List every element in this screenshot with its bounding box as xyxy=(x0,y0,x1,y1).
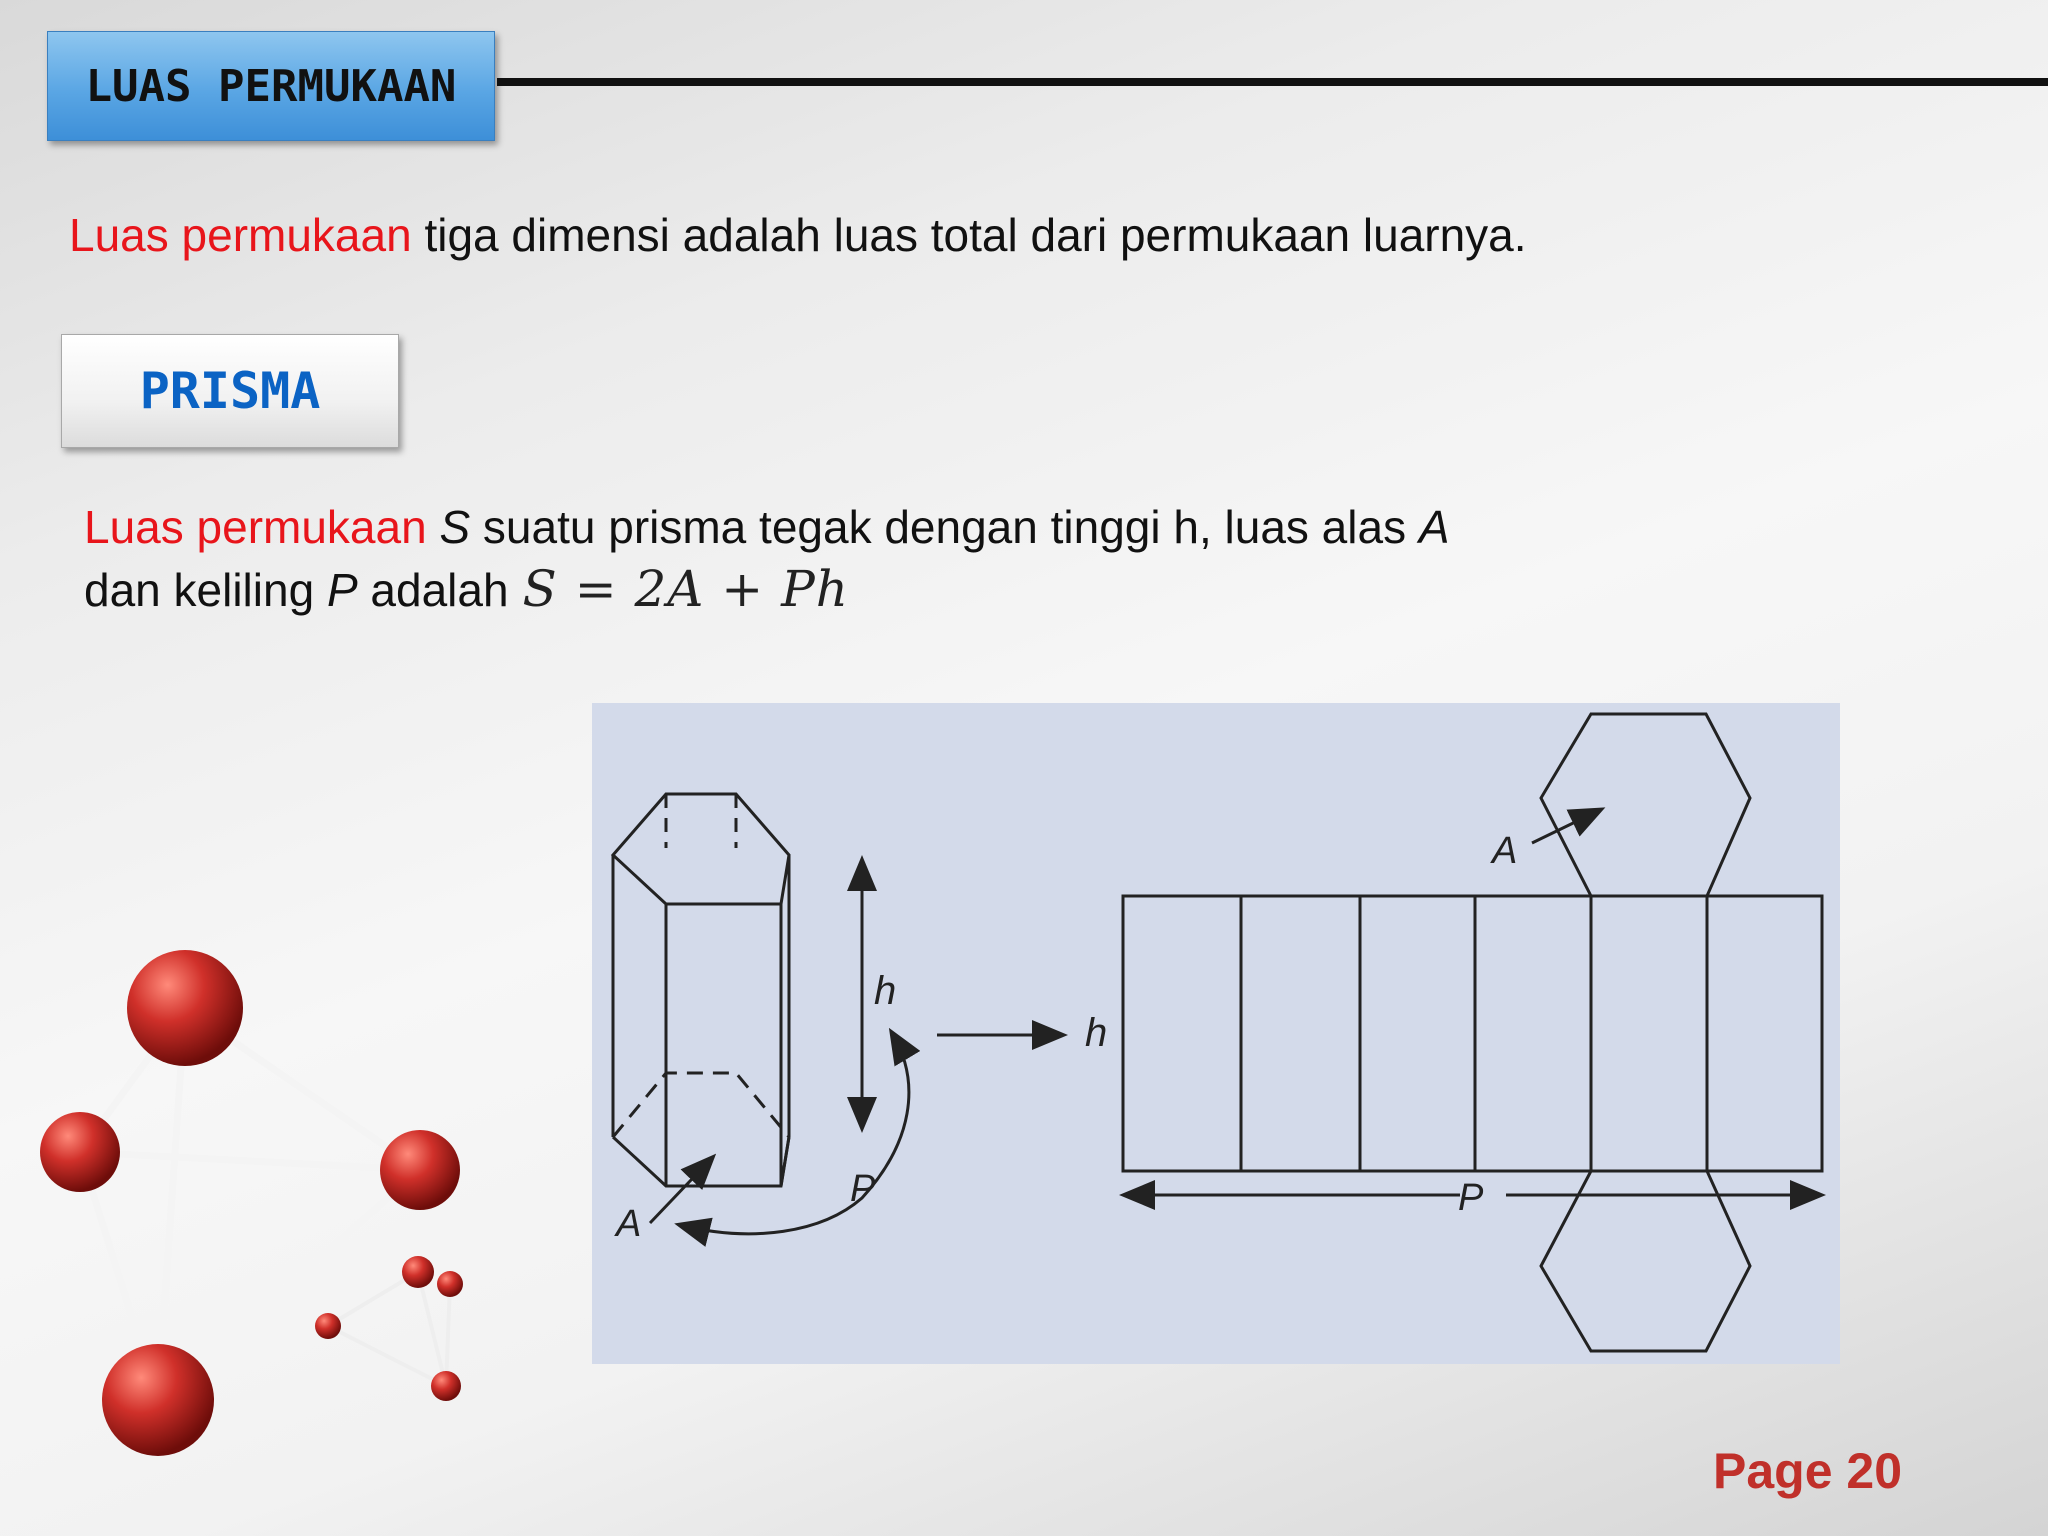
slide-title: LUAS PERMUKAAN xyxy=(85,60,457,112)
net-a-label: A xyxy=(1492,830,1518,872)
definition-text-3: adalah xyxy=(357,564,509,616)
section-label-box xyxy=(61,334,399,448)
variable-s: S xyxy=(439,501,471,553)
prism-h-label: h xyxy=(874,969,897,1013)
net-p-label: P xyxy=(1458,1177,1484,1219)
intro-paragraph xyxy=(69,208,1527,262)
variable-a: A xyxy=(1418,501,1450,553)
prism-net-diagram xyxy=(592,703,1840,1364)
diagram-background xyxy=(592,703,1840,1364)
net-h-label: h xyxy=(1085,1011,1108,1055)
prism-p-label: P xyxy=(850,1168,876,1210)
definition-text-2: dan keliling xyxy=(84,564,327,616)
prism-a-label: A xyxy=(616,1203,642,1245)
slide-title-tab xyxy=(47,31,495,141)
intro-text: tiga dimensi adalah luas total dari permukaan luarnya. xyxy=(411,209,1527,261)
molecule-decoration xyxy=(0,920,500,1536)
title-underline xyxy=(497,78,2048,86)
intro-highlight: Luas permukaan xyxy=(69,209,412,261)
definition-line-1 xyxy=(84,496,1450,558)
definition-text-1: suatu prisma tegak dengan tinggi h, luas alas xyxy=(470,501,1419,553)
definition-paragraph xyxy=(84,496,1450,621)
page-number: Page 20 xyxy=(1713,1443,1903,1499)
surface-area-formula: S = 2A + Ph xyxy=(522,560,849,618)
section-label: PRISMA xyxy=(139,362,321,420)
definition-highlight: Luas permukaan xyxy=(84,501,427,553)
variable-p: P xyxy=(326,564,358,616)
definition-line-2 xyxy=(84,558,1450,621)
